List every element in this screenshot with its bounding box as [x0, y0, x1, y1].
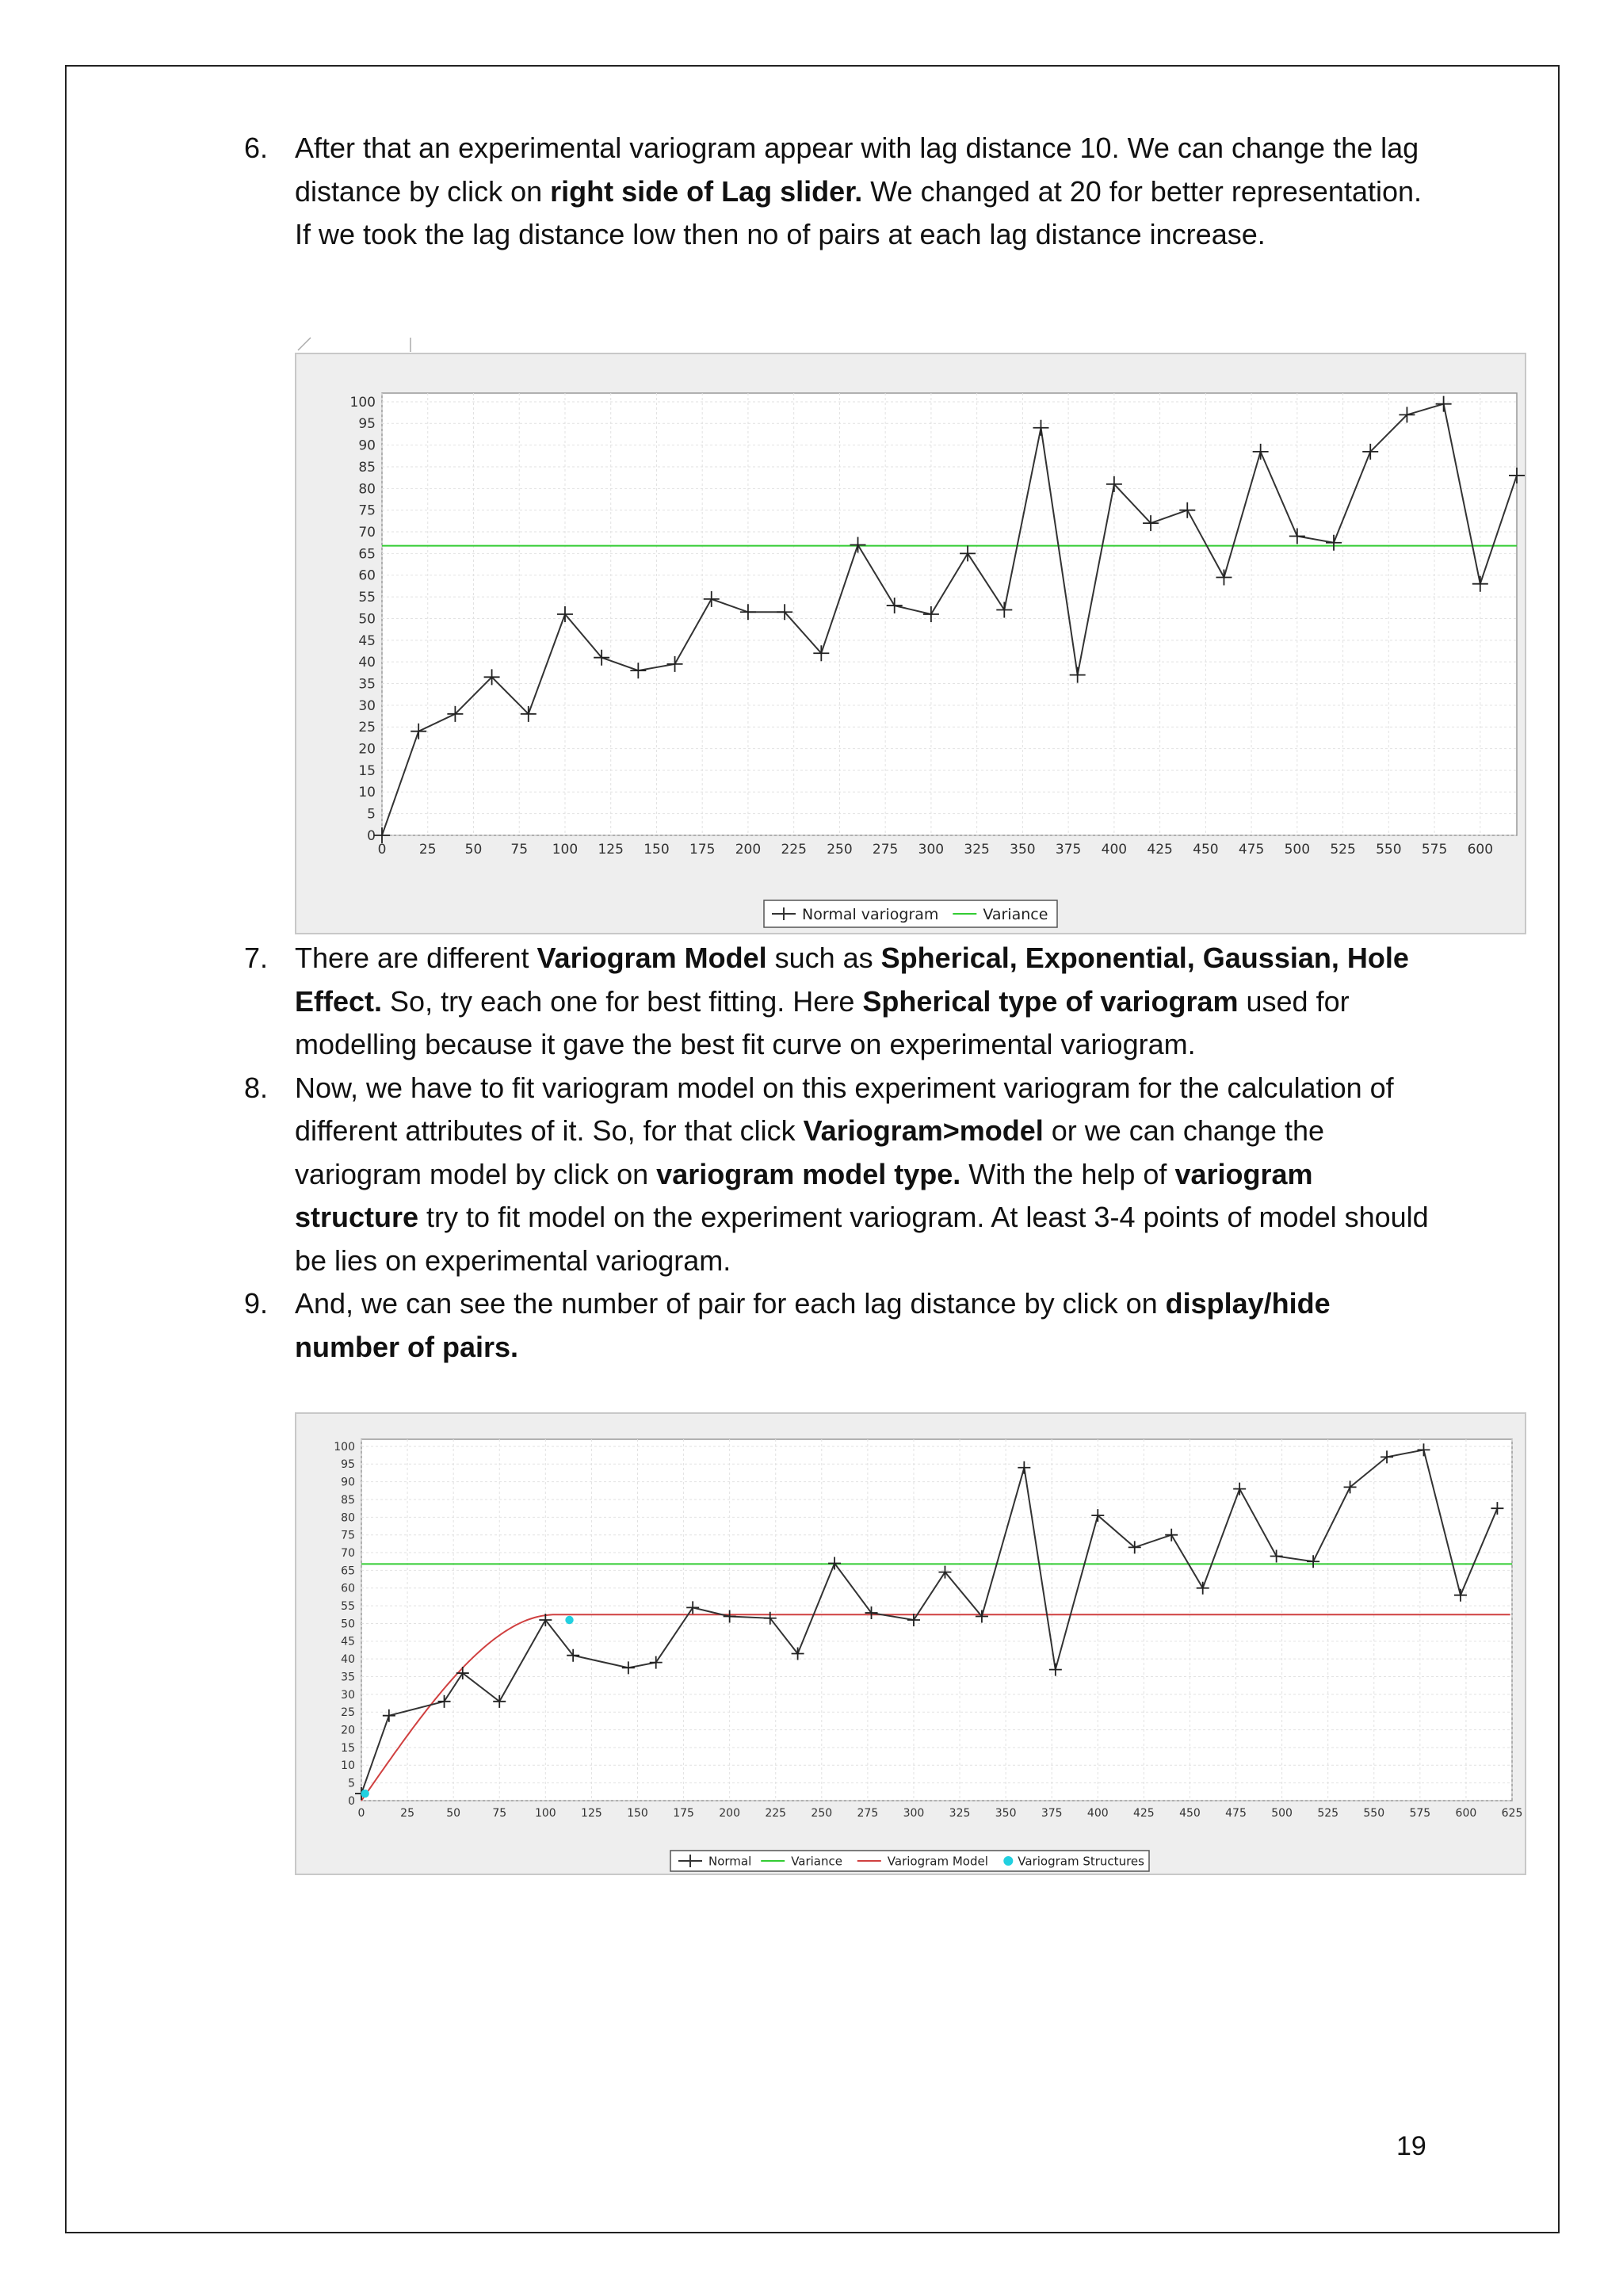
x-tick-label: 550: [1376, 842, 1402, 858]
x-tick-label: 250: [827, 842, 853, 858]
variogram-structure-point: [361, 1790, 369, 1797]
text-run: With the help of: [960, 1157, 1175, 1190]
y-tick-label: 80: [358, 481, 376, 498]
x-tick-label: 50: [446, 1807, 461, 1820]
item-number: 8.: [244, 1071, 269, 1104]
y-tick-label: 100: [349, 394, 376, 411]
text-run: or we can change the variogram model by click on: [295, 1114, 1324, 1190]
x-tick-label: 375: [1041, 1807, 1063, 1820]
plot-area: [361, 1439, 1512, 1801]
item-text: [295, 937, 1433, 1067]
bold-text: Spherical, Exponential, Gaussian, Hole Effect.: [295, 942, 1409, 1018]
y-tick-label: 20: [358, 741, 376, 758]
y-tick-label: 90: [358, 437, 376, 454]
x-tick-label: 300: [918, 842, 945, 858]
x-tick-label: 275: [872, 842, 899, 858]
x-tick-label: 525: [1330, 842, 1356, 858]
y-tick-label: 85: [358, 459, 376, 476]
legend-entry: Variance: [983, 905, 1048, 923]
variogram-chart-1-svg: [295, 333, 1526, 935]
y-tick-label: 100: [334, 1440, 355, 1454]
x-tick-label: 100: [534, 1807, 556, 1820]
x-tick-label: 400: [1101, 842, 1128, 858]
x-tick-label: 500: [1271, 1807, 1293, 1820]
text-run: After that an experimental variogram appear with lag distance 10. We can change the lag distance by click on: [295, 132, 1419, 208]
y-tick-label: 50: [358, 611, 376, 628]
item-number: 6.: [244, 132, 269, 164]
y-tick-label: 75: [341, 1529, 355, 1542]
legend-entry: Variogram Structures: [1018, 1854, 1144, 1869]
y-tick-label: 75: [358, 502, 376, 519]
bold-text: variogram model type.: [656, 1157, 961, 1190]
y-tick-label: 55: [358, 590, 376, 606]
text-run: used for modelling because it gave the best fit curve on experimental variogram.: [295, 984, 1350, 1060]
y-tick-label: 35: [358, 676, 376, 693]
item-number: 7.: [244, 942, 269, 974]
list-item-6: [244, 127, 1433, 257]
y-tick-label: 15: [358, 762, 376, 779]
x-tick-label: 25: [400, 1807, 414, 1820]
text-run: Now, we have to fit variogram model on this experiment variogram for the calculation of different attributes of it. So, for that click: [295, 1071, 1394, 1147]
item-text: [295, 1282, 1433, 1369]
x-tick-label: 575: [1421, 842, 1448, 858]
y-tick-label: 80: [341, 1511, 355, 1525]
y-tick-label: 60: [341, 1582, 355, 1595]
x-tick-label: 150: [627, 1807, 648, 1820]
x-tick-label: 425: [1132, 1807, 1155, 1820]
y-tick-label: 20: [341, 1724, 355, 1737]
x-tick-label: 175: [689, 842, 716, 858]
y-tick-label: 65: [358, 546, 376, 563]
x-tick-label: 450: [1193, 842, 1219, 858]
variogram-chart-2-svg: [295, 1412, 1526, 1875]
y-tick-label: 10: [341, 1759, 355, 1773]
y-tick-label: 25: [341, 1706, 355, 1720]
x-tick-label: 25: [418, 842, 437, 858]
x-tick-label: 300: [903, 1807, 925, 1820]
x-tick-label: 325: [949, 1807, 971, 1820]
variogram-chart-1: [295, 333, 1526, 935]
y-tick-label: 30: [358, 697, 376, 714]
x-tick-label: 225: [781, 842, 807, 858]
bold-text: right side of Lag slider.: [550, 174, 863, 208]
y-tick-label: 5: [348, 1777, 355, 1790]
x-tick-label: 125: [598, 842, 624, 858]
y-tick-label: 15: [341, 1741, 355, 1755]
item-number: 9.: [244, 1287, 269, 1320]
text-run: We changed at 20 for better representation. If we took the lag distance low then no of pairs at each lag distance increase.: [295, 174, 1423, 250]
x-tick-label: 500: [1284, 842, 1311, 858]
y-tick-label: 85: [341, 1493, 355, 1507]
x-tick-label: 600: [1467, 842, 1494, 858]
text-run: try to fit model on the experiment variogram. At least 3-4 points of model should be lies on experimental variogram.: [295, 1201, 1429, 1277]
y-tick-label: 70: [358, 525, 376, 541]
legend-swatch-structure: [1003, 1856, 1013, 1866]
x-tick-label: 425: [1147, 842, 1173, 858]
x-tick-label: 50: [464, 842, 483, 858]
y-tick-label: 5: [367, 806, 376, 823]
y-tick-label: 0: [367, 827, 376, 844]
legend-entry: Variogram Model: [887, 1854, 988, 1869]
bold-text: Spherical type of variogram: [862, 984, 1239, 1018]
y-tick-label: 30: [341, 1688, 355, 1702]
text-run: There are different: [295, 942, 537, 974]
text-run: such as: [766, 942, 881, 974]
text-run: And, we can see the number of pair for each lag distance by click on: [295, 1287, 1166, 1320]
list-items-7-9: [244, 937, 1433, 1369]
x-tick-label: 175: [673, 1807, 694, 1820]
y-tick-label: 70: [341, 1546, 355, 1560]
x-tick-label: 475: [1225, 1807, 1247, 1820]
x-tick-label: 100: [552, 842, 579, 858]
bold-text: Variogram Model: [537, 942, 767, 974]
x-tick-label: 75: [492, 1807, 507, 1820]
x-tick-label: 75: [510, 842, 529, 858]
x-tick-label: 350: [1010, 842, 1036, 858]
x-tick-label: 550: [1363, 1807, 1385, 1820]
x-tick-label: 575: [1409, 1807, 1431, 1820]
x-tick-label: 525: [1317, 1807, 1339, 1820]
x-tick-label: 400: [1086, 1807, 1109, 1820]
x-tick-label: 0: [357, 1807, 365, 1820]
y-tick-label: 60: [358, 567, 376, 584]
x-tick-label: 475: [1238, 842, 1265, 858]
x-tick-label: 225: [765, 1807, 787, 1820]
x-tick-label: 350: [995, 1807, 1017, 1820]
item-text: [295, 1067, 1433, 1283]
x-tick-label: 200: [719, 1807, 741, 1820]
y-tick-label: 25: [358, 720, 376, 736]
x-tick-label: 200: [735, 842, 762, 858]
legend-entry: Variance: [791, 1854, 843, 1869]
legend-entry: Normal variogram: [802, 905, 939, 923]
bold-text: variogram structure: [295, 1157, 1313, 1233]
x-tick-label: 600: [1455, 1807, 1477, 1820]
page-number: 19: [1396, 2131, 1426, 2161]
x-tick-label: 0: [377, 842, 387, 858]
y-tick-label: 40: [341, 1653, 355, 1667]
text-run: So, try each one for best fitting. Here: [382, 984, 863, 1018]
x-tick-label: 125: [581, 1807, 602, 1820]
y-tick-label: 0: [348, 1794, 355, 1808]
x-tick-label: 250: [811, 1807, 833, 1820]
bold-text: Variogram>model: [803, 1114, 1044, 1147]
variogram-chart-2: [295, 1412, 1526, 1875]
tab-background: [295, 333, 414, 353]
y-tick-label: 45: [358, 632, 376, 649]
variogram-structure-point: [565, 1616, 573, 1624]
y-tick-label: 35: [341, 1671, 355, 1684]
bold-text: display/hide number of pairs.: [295, 1287, 1331, 1363]
x-tick-label: 625: [1501, 1807, 1523, 1820]
y-tick-label: 50: [341, 1618, 355, 1631]
y-tick-label: 10: [358, 785, 376, 801]
x-tick-label: 375: [1055, 842, 1082, 858]
plot-area: [382, 393, 1517, 835]
y-tick-label: 65: [341, 1564, 355, 1578]
y-tick-label: 95: [358, 416, 376, 433]
x-tick-label: 325: [964, 842, 990, 858]
item-text: [295, 127, 1433, 257]
y-tick-label: 45: [341, 1635, 355, 1648]
y-tick-label: 95: [341, 1458, 355, 1472]
x-tick-label: 150: [643, 842, 670, 858]
y-tick-label: 40: [358, 655, 376, 671]
y-tick-label: 55: [341, 1600, 355, 1614]
legend-entry: Normal: [708, 1854, 752, 1869]
x-tick-label: 275: [857, 1807, 879, 1820]
x-tick-label: 450: [1179, 1807, 1201, 1820]
y-tick-label: 90: [341, 1476, 355, 1489]
